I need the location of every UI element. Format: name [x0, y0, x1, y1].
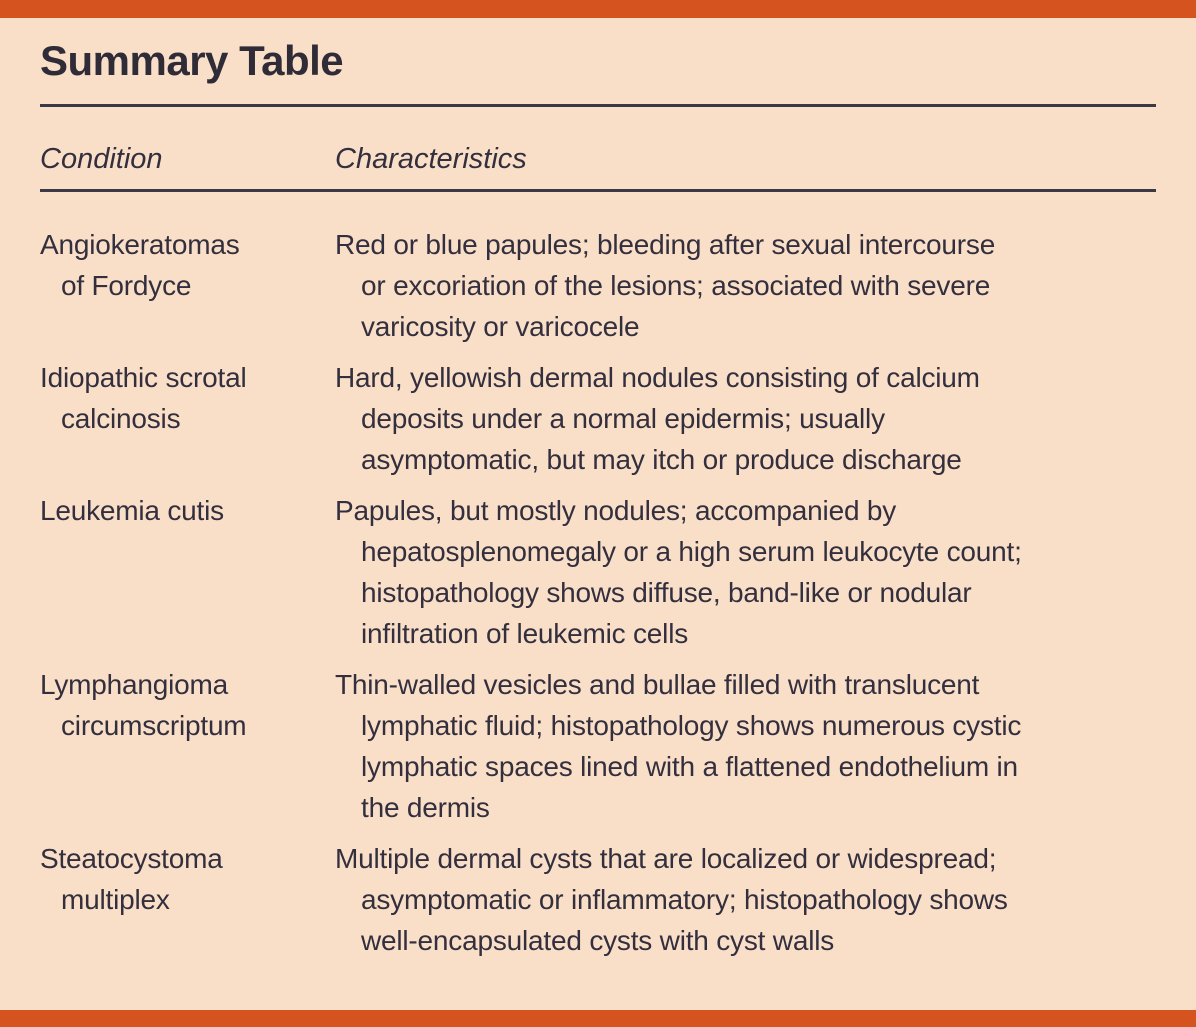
condition-cell: Idiopathic scrotal calcinosis — [40, 362, 247, 434]
table-header-row — [40, 141, 1156, 177]
condition-cell: Lymphangioma circumscriptum — [40, 669, 247, 741]
characteristics-cell: Red or blue papules; bleeding after sexual intercourse or excoriation of the lesions; associated with severe varicosity or varicocele — [335, 229, 996, 342]
top-border-bar — [0, 0, 1196, 18]
column-header-characteristics: Characteristics — [335, 143, 527, 175]
title-rule — [40, 104, 1156, 107]
characteristics-cell: Multiple dermal cysts that are localized or widespread; asymptomatic or inflammatory; histopathology shows well-encapsulated cysts with cyst walls — [335, 843, 1008, 956]
characteristics-cell: Hard, yellowish dermal nodules consisting of calcium deposits under a normal epidermis; usually asymptomatic, but may itch or produce discharge — [335, 362, 980, 475]
table-row — [40, 224, 1156, 347]
table-row — [40, 490, 1156, 654]
condition-cell: Steatocystoma multiplex — [40, 843, 223, 915]
condition-cell: Leukemia cutis — [40, 495, 224, 526]
characteristics-cell: Papules, but mostly nodules; accompanied by hepatosplenomegaly or a high serum leukocyte count; histopathology shows diffuse, band-like or nodular infiltration of leukemic cells — [335, 495, 1022, 649]
column-header-condition: Condition — [40, 143, 163, 175]
condition-cell: Angiokeratomas of Fordyce — [40, 229, 240, 301]
bottom-border-bar — [0, 1010, 1196, 1027]
characteristics-cell: Thin-walled vesicles and bullae filled with translucent lymphatic fluid; histopathology shows numerous cystic lymphatic spaces lined with a flattened endothelium in the dermis — [335, 669, 1022, 823]
table-row — [40, 838, 1156, 961]
table-row — [40, 664, 1156, 828]
page-title: Summary Table — [40, 37, 344, 84]
table-row — [40, 357, 1156, 480]
header-rule — [40, 189, 1156, 192]
table-body — [40, 224, 1156, 961]
